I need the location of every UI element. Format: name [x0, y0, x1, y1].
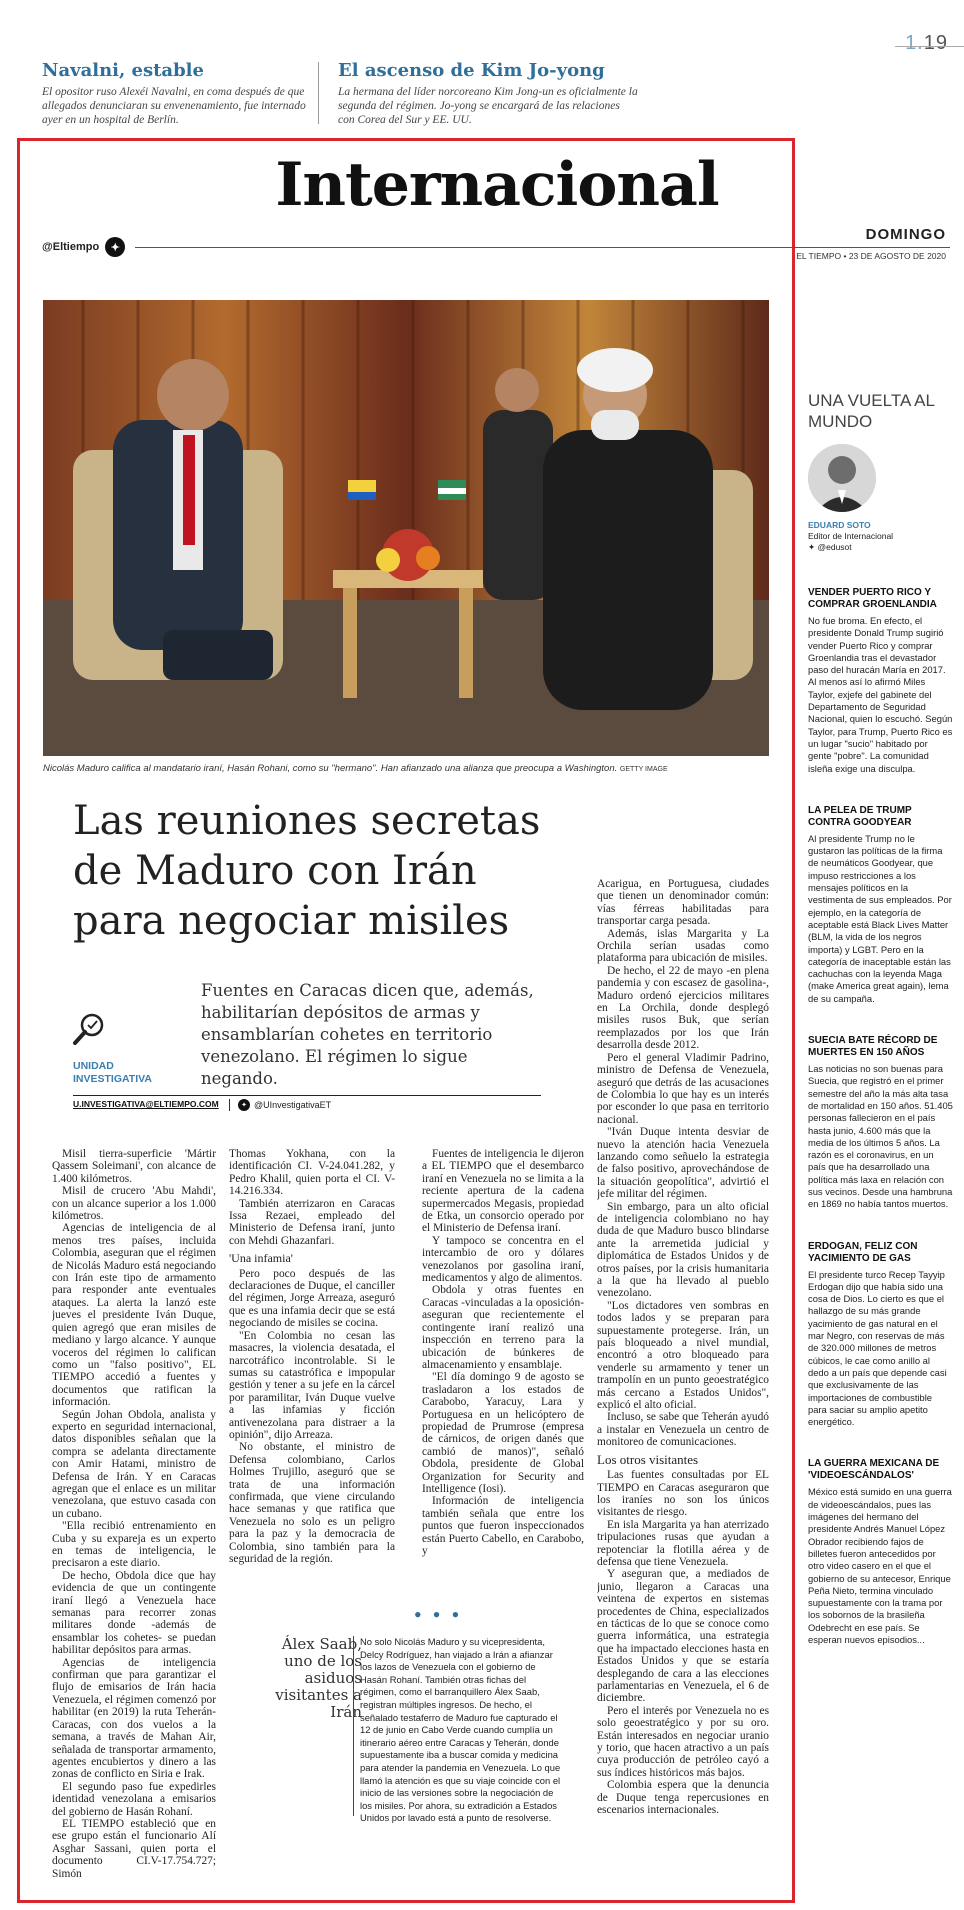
sidebar-item [808, 587, 953, 775]
sidebar-item [808, 805, 953, 1005]
photo-caption: Nicolás Maduro califica al mandatario iraní, Hasán Rohani, como su "hermano". Han afianzado una alianza que preocupa a Washington. GETTY IMAGE [43, 763, 668, 774]
photo-illustration [43, 300, 769, 756]
sidebar-item-title: ERDOGAN, FELIZ CON YACIMIENTO DE GAS [808, 1240, 918, 1264]
article-column-4 [597, 878, 769, 1888]
paragraph: Pero el general Vladimir Padrino, ministro de Defensa de Venezuela, aseguró que detrás de las acusaciones de Colombia lo que hay es un interés por esconder lo que pasa en territorio nacional. [597, 1051, 769, 1126]
article-column-1 [52, 1148, 216, 1888]
paragraph: "Iván Duque intenta desviar de nuevo la atención hacia Venezuela lanzando como señuelo la estrategia de falso positivo, aprovechándose de la situación geopolítica", advirtió el jefe militar del régimen. [597, 1126, 769, 1201]
paragraph: Thomas Yokhana, con la identificación CI. V-24.041.282, y Pedro Khalil, quien porta el CI. V-14.216.334. [229, 1148, 395, 1198]
sidebar-title: UNA VUELTA AL MUNDO [808, 391, 935, 431]
paragraph: Obdola y otras fuentes en Caracas -vinculadas a la oposición- aseguran que recientemente el contingente iraní realizó una inspección en terreno para la ubicación de búnkeres de almacenamiento y ensamblaje. [422, 1284, 584, 1371]
teaser-divider [318, 62, 319, 124]
pull-quote: Álex Saab, uno de los asiduos visitantes a Irán [275, 1635, 362, 1721]
paragraph: Según Johan Obdola, analista y experto en seguridad internacional, datos disponibles señalan que la compra se adelanta directamente con Amir Hatami, ministro de Defensa de Irán. Y en Caracas agregan que el enlace es un militar venezolana, que estuvo casada con un cubano. [52, 1408, 216, 1520]
sidebar-item-text: Al presidente Trump no le gustaron las políticas de la firma de neumáticos Goodyear, que impuso restricciones a los mensajes políticos en la vestimenta de sus empleados. Por ejemplo, en la categoría de aceptable está Black Lives Matter (BLM, la vida de los negros importa) y LGBT. Pero en la categoría de inaceptable están las cachuchas con la leyenda Maga (make America great again), lema de su campaña. [808, 832, 952, 1004]
page-number: 1.19 [905, 32, 948, 54]
sidebar-item-text: No fue broma. En efecto, el presidente Donald Trump sugirió vender Puerto Rico y comprar Groenlandia tras el devastador paso del huracán María en 2017. Al menos así lo afirmó Miles Taylor, exjefe del gabinete del Departamento de Seguridad Nacional, quien lo escuchó. Según Taylor, para Trump, Puerto Rico es un lugar "sucio" habitado por gente "pobre". La comunidad isleña exige una disculpa. [808, 615, 953, 774]
sidebar-item [808, 1241, 953, 1429]
sidebar-item-text: El presidente turco Recep Tayyip Erdogan dijo que había sido una cosa de Dios. Lo cierto es que el hallazgo de su más grande yacimiento de gas natural en el mar Negro, con reservas de más de 320.000 millones de metros cúbicos, le cae como anillo al dedo a un país que depende casi que exclusivamente de las importaciones de combustible para saciar su amplio apetito energético. [808, 1268, 947, 1428]
sidebar-item-title: LA GUERRA MEXICANA DE 'VIDEOESCÁNDALOS' [808, 1458, 940, 1482]
teaser-text: El opositor ruso Alexéi Navalni, en coma después de que allegados denunciaran su envenenamiento, fue internado ayer en un hospital de Berlín. [42, 86, 306, 126]
paragraph: "Los dictadores ven sombras en todos lados y se preparan para supuestamente protegerse. Irán, un país bloqueado a nivel mundial, encontró a otro bloqueado para venderle su armamento y tener un trampolín en un punto geoestratégico más cercano a Estados Unidos", explicó el alto oficial. [597, 1299, 769, 1412]
subheading: Los otros visitantes [597, 1451, 699, 1467]
paragraph: Acarigua, en Portuguesa, ciudades que tienen un denominador común: vías férreas habilitadas para transportar carga pesada. [597, 878, 769, 928]
paragraph: Misil de crucero 'Abu Mahdi', con un alcance superior a los 1.000 kilómetros. [52, 1185, 216, 1223]
teaser-navalni[interactable] [42, 60, 312, 127]
instagram-handle[interactable]: ✦ @UInvestigativaET [229, 1099, 331, 1111]
paragraph: "El día domingo 9 de agosto se trasladaron a los estados de Carabobo, Yaracuy, Lara y Portuguesa en un helicóptero de propiedad de Prumrose (empresa de cárnicos, de origen danés que cambió de manos)", señaló Obdola, presidente de Global Organization for Security and Intelligence (Iosi). [422, 1371, 584, 1495]
paragraph: El segundo paso fue expedirles identidad venezolana a emisarios del gobierno de Hasán Rohaní. [52, 1780, 216, 1818]
paragraph: "En Colombia no cesan las masacres, la violencia desatada, el narcotráfico incontrolable. Si le sumas su catastrófica e impopular gestión y tener a su jefe en la cárcel por paramilitar, Iván Duque vuelve a las infamias y ficción antivenezolana para distraer a la opinión", dijo Arreaza. [229, 1329, 395, 1441]
paragraph: Además, islas Margarita y La Orchila serían usadas como plataforma para ubicación de misiles. [597, 927, 769, 965]
paragraph: Agencias de inteligencia de al menos tres países, incluida Colombia, aseguran que el régimen de Nicolás Maduro está negociando con Irán este tipo de armamento para responder ante eventuales ataques. La alerta la lanzó este jueves el presidente Iván Duque, quien agregó que eran misiles de mediano y largo alcance. Y aunque voceros del régimen lo califican como un "falso positivo", EL TIEMPO accedió a fuentes y documentos que ratifican la información. [52, 1222, 216, 1409]
header-rule [135, 247, 950, 248]
paragraph: De hecho, el 22 de mayo -en plena pandemia y con escasez de gasolina-, Maduro ordenó ejercicios militares en La Orchila, donde desplegó misiles rusos Buk, que serían reemplazados por los que Irán desarrolla desde 2012. [597, 964, 769, 1052]
twitter-handle[interactable] [42, 237, 125, 257]
sidebar-item-text: Las noticias no son buenas para Suecia, que registró en el primer semestre del año la más alta tasa de mortalidad en 150 años. 51.405 personas fallecieron en el país hasta junio, 4.600 más que la media de los últimos 5 años. La razón es el coronavirus, en un país que ha desarrollado una política más laxa en relación con sus vecinos. Desde una hambruna en 1869 no había tantos muertos. [808, 1063, 953, 1210]
byline-rule [73, 1095, 541, 1096]
sidebar-item-title: SUECIA BATE RÉCORD DE MUERTES EN 150 AÑOS [808, 1035, 938, 1059]
paragraph: También aterrizaron en Caracas Issa Rezaei, empleado del Ministerio de Defensa iraní, junto con Mehdi Ghazanfari. [229, 1197, 395, 1247]
sidebar-item [808, 1458, 953, 1646]
paragraph: No obstante, el ministro de Defensa colombiano, Carlos Holmes Trujillo, aseguró que se trata de una información confirmada, que viene circulando hace semanas y que ratifica que Venezuela no solo es un peligro para la paz y la democracia de Colombia, sino también para la seguridad de la región. [229, 1441, 395, 1565]
subheading: 'Una infamia' [229, 1251, 293, 1266]
paragraph: Sin embargo, para un alto oficial de inteligencia colombiano no hay duda de que Maduro busco blindarse ante la arremetida judicial y diplomática de Estados Unidos y de otros países, por la crisis humanitaria a la que ha llevado al pueblo venezolano. [597, 1200, 769, 1300]
section-dots: • • • [413, 1606, 463, 1624]
column-sidebar [808, 390, 953, 1646]
author-name: EDUARD SOTO [808, 520, 871, 530]
paragraph: Fuentes de inteligencia le dijeron a EL TIEMPO que el desembarco iraní en Venezuela no se limita a la reciente apertura de la cadena supermercados Megasis, propiedad de Etka, un consorcio operado por el Ministerio de Defensa iraní. [422, 1148, 584, 1235]
main-photo [43, 300, 769, 756]
section-title: Internacional [275, 150, 719, 220]
paragraph: Información de inteligencia también señala que entre los puntos que fueron inspeccionados están Puerto Cabello, en Carabobo, y [422, 1495, 584, 1557]
author-handle[interactable]: @edusot [817, 542, 852, 552]
author-role: Editor de Internacional [808, 531, 894, 541]
paragraph: Y aseguran que, a mediados de junio, llegaron a Caracas una veintena de expertos en sistemas procedentes de China, especializados en tácticas de lo que se conoce como guerra informática, una estrategia que ha impactado elecciones hasta en Estados Unidos y que se estaría desplegando de cara a las elecciones parlamentarias en Venezuela, el 6 de diciembre. [597, 1568, 769, 1705]
sidebar-item-title: LA PELEA DE TRUMP CONTRA GOODYEAR [808, 804, 912, 828]
sidebar-item [808, 1035, 953, 1211]
twitter-icon: ✦ [238, 1099, 250, 1111]
teaser-title[interactable]: Navalni, estable [42, 60, 204, 81]
paragraph: Las fuentes consultadas por EL TIEMPO en Caracas aseguraron que los iraníes no son los únicos visitantes de riesgo. [597, 1469, 769, 1519]
sidebar-item-text: México está sumido en una guerra de videoescándalos, pues las imágenes del hermano del presidente Andrés Manuel López Obrador recibiendo fajos de billetes fueron antecedidos por otro video casero en el que el gobierno de su antecesor, Enrique Peña Nieto, termina vinculado supuestamente con la trama por los sobornos de la brasileña Odebrecht en ese país. Se esperan nuevos episodios... [808, 1486, 952, 1645]
paragraph: De hecho, Obdola dice que hay evidencia de que un contingente iraní llegó a Venezuela hace semanas para recorrer zonas militares donde -además de ensamblar los cohetes- se puedan habilitar depósitos para armas. [52, 1569, 216, 1657]
paragraph: EL TIEMPO estableció que en ese grupo están el funcionario Alí Asghar Sassani, quien porta el documento CI.V-17.754.727; Simón [52, 1817, 216, 1880]
pull-rule [353, 1636, 354, 1816]
avatar [808, 444, 876, 512]
deck: Fuentes en Caracas dicen que, además, habilitarían depósitos de armas y ensamblarían cohetes en territorio venezolano. El régimen lo sigue negando. [201, 981, 534, 1088]
article-column-3 [422, 1148, 584, 1588]
teaser-title[interactable]: El ascenso de Kim Jo-yong [338, 60, 605, 81]
paragraph: Misil tierra-superficie 'Mártir Qassem Soleimani', con alcance de 1.400 kilómetros. [52, 1148, 216, 1185]
paragraph: Incluso, se sabe que Teherán ayudó a instalar en Venezuela un centro de monitoreo de comunicaciones. [597, 1411, 769, 1449]
photo-credit: GETTY IMAGE [619, 766, 668, 773]
paragraph: Pero el interés por Venezuela no es solo geoestratégico y por su oro. Están interesados en negociar uranio y torio, que hacen atractivo a un país cuya producción de petróleo cayó a sus índices históricos más bajos. [597, 1704, 769, 1779]
headline: Las reuniones secretas de Maduro con Irán para negociar misiles [73, 798, 541, 944]
twitter-icon: ✦ [808, 542, 816, 552]
boxout-text: No solo Nicolás Maduro y su vicepresidenta, Delcy Rodríguez, han viajado a Irán a afianzar los lazos de Venezuela con el gobierno de Hasán Rohaní. También otras fichas del régimen, como el barranquillero Álex Saab, registran múltiples ingresos. De hecho, el señalado testaferro de Maduro fue capturado el 12 de junio en Cabo Verde cuando cumplía un itinerario aéreo entre Caracas y Teherán, donde supuestamente iba a buscar comida y medicina para atender la pandemia en Venezuela. Lo que llamó la atención es que su viaje coincide con el inicio de las versiones sobre la negociación de los misiles. Por ahora, su extradición a Estados Unidos por lavado está a punto de resolverse. [360, 1636, 561, 1824]
teaser-kim[interactable] [338, 60, 638, 127]
teaser-text: La hermana del líder norcoreano Kim Jong-un es oficialmente la segunda del régimen. Jo-yong se encargará de las relaciones con Corea del Sur y EE. UU. [338, 86, 638, 126]
unit-label: UNIDAD INVESTIGATIVA [73, 1060, 152, 1085]
edition-date: EL TIEMPO • 23 DE AGOSTO DE 2020 [796, 251, 946, 261]
paragraph: "Ella recibió entrenamiento en Cuba y su expareja es un experto en temas de inteligencia, le precisaron a este diario. [52, 1520, 216, 1570]
paragraph: Agencias de inteligencia confirman que para garantizar el flujo de emisarios de Irán hacia Venezuela, el régimen comenzó por habilitar (en 2019) la ruta Teherán-Caracas, con dos vuelos a la semana, a través de Mahan Air, señalada de transportar armamento, agentes encubiertos y dinero a las zonas de conflicto en Siria e Irak. [52, 1656, 216, 1781]
byline-divider [229, 1099, 230, 1111]
paragraph: En isla Margarita ya han aterrizado tripulaciones rusas que ayudan a repotenciar la flotilla aérea y de defensa que tiene Venezuela. [597, 1518, 769, 1568]
author-block [808, 520, 953, 553]
twitter-icon[interactable]: ✦ [105, 237, 125, 257]
sidebar-item-title: VENDER PUERTO RICO Y COMPRAR GROENLANDIA [808, 587, 937, 610]
day-label: DOMINGO [865, 226, 946, 243]
handle-text: @Eltiempo [42, 241, 100, 253]
paragraph: Y tampoco se concentra en el intercambio de oro y dólares venezolanos por gasolina iraní, medicamentos y algo de alimentos. [422, 1234, 584, 1285]
paragraph: Colombia espera que la denuncia de Duque tenga repercusiones en escenarios internacionales. [597, 1779, 769, 1817]
article-column-2 [229, 1148, 395, 1588]
magnifier-icon [72, 1012, 106, 1050]
top-rule [895, 46, 964, 47]
paragraph: Pero poco después de las declaraciones de Duque, el canciller del régimen, Jorge Arreaza, aseguró que es una infamia decir que se está negociando de misiles se cocina. [229, 1267, 395, 1330]
email-link[interactable]: U.INVESTIGATIVA@ELTIEMPO.COM [73, 1099, 219, 1109]
